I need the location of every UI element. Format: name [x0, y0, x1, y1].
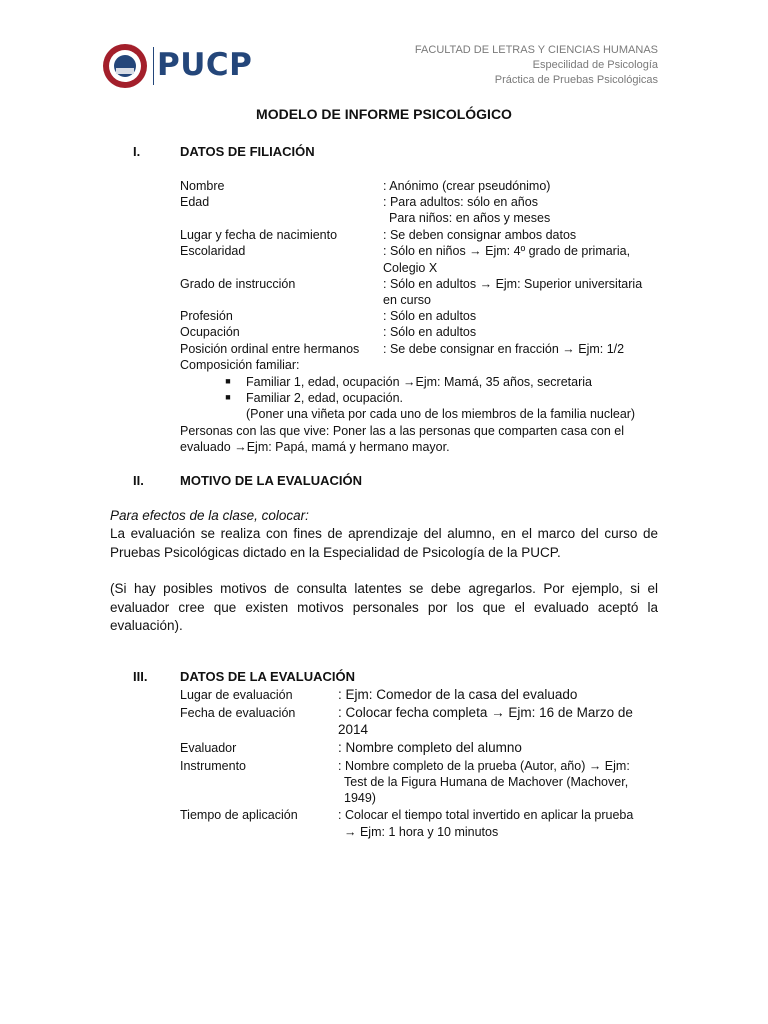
field-value: Test de la Figura Humana de Machover (Machover, — [344, 775, 629, 789]
bullet-icon: ■ — [225, 392, 231, 402]
field-value: : Colocar el tiempo total invertido en aplicar la prueba — [338, 808, 634, 822]
field-value: 1949) — [344, 791, 376, 805]
field-value: → Ejm: 1 hora y 10 minutos — [344, 825, 499, 839]
field-label: Ocupación — [180, 325, 240, 339]
field-label: Grado de instrucción — [180, 277, 296, 291]
field-label: Evaluador — [180, 741, 237, 755]
field-label: Tiempo de aplicación — [180, 808, 298, 822]
family-item: Familiar 2, edad, ocupación. — [246, 391, 404, 405]
section-3-title: DATOS DE LA EVALUACIÓN — [180, 669, 356, 684]
logo-separator — [153, 47, 154, 85]
field-label: Escolaridad — [180, 244, 246, 258]
section-3-number: III. — [133, 669, 148, 684]
field-value: 2014 — [338, 722, 369, 737]
field-value: : Colocar fecha completa → Ejm: 16 de Marzo de — [338, 705, 633, 720]
field-label: Nombre — [180, 179, 225, 193]
field-label: Fecha de evaluación — [180, 706, 296, 720]
section-2-paragraph-2: (Si hay posibles motivos de consulta latentes se debe agregarlos. Por ejemplo, si el evaluador cree que existen motivos personales por los que el evaluado aceptó la evaluación). — [110, 581, 658, 633]
field-label: Posición ordinal entre hermanos — [180, 342, 360, 356]
section-1-title: DATOS DE FILIACIÓN — [180, 144, 315, 159]
field-value: : Sólo en adultos → Ejm: Superior universitaria — [383, 277, 643, 291]
field-value: : Para adultos: sólo en años — [383, 195, 538, 209]
family-note: (Poner una viñeta por cada uno de los miembros de la familia nuclear) — [246, 407, 636, 421]
section-2-intro: Para efectos de la clase, colocar: — [110, 508, 309, 523]
field-label: Edad — [180, 195, 210, 209]
family-item: Familiar 1, edad, ocupación →Ejm: Mamá, 35 años, secretaria — [246, 375, 592, 389]
section-1-number: I. — [133, 144, 141, 159]
logo-wordmark: PUCP — [157, 47, 253, 83]
field-value: : Nombre completo de la prueba (Autor, año) → Ejm: — [338, 759, 630, 773]
lives-with-line-2: evaluado →Ejm: Papá, mamá y hermano mayor. — [180, 440, 450, 454]
section-2-paragraph-1: La evaluación se realiza con fines de aprendizaje del alumno, en el marco del curso de Pruebas Psicológicas dictado en la Especialidad de Psicología de la PUCP. — [110, 526, 658, 560]
field-value: : Sólo en adultos — [383, 309, 477, 323]
field-value: : Nombre completo del alumno — [338, 740, 522, 755]
field-label: Lugar y fecha de nacimiento — [180, 228, 338, 242]
header-specialty: Especilidad de Psicología — [532, 59, 658, 71]
header-course: Práctica de Pruebas Psicológicas — [494, 74, 658, 86]
field-value: Para niños: en años y meses — [389, 211, 551, 225]
field-value: : Sólo en adultos — [383, 325, 477, 339]
header-faculty: FACULTAD DE LETRAS Y CIENCIAS HUMANAS — [414, 44, 658, 56]
field-label: Profesión — [180, 309, 233, 323]
field-value: : Anónimo (crear pseudónimo) — [383, 179, 551, 193]
field-value: : Se deben consignar ambos datos — [383, 228, 577, 242]
university-seal-icon — [103, 44, 147, 88]
field-label: Lugar de evaluación — [180, 688, 293, 702]
bullet-icon: ■ — [225, 376, 231, 386]
field-value: : Sólo en niños → Ejm: 4º grado de primaria, — [383, 244, 631, 258]
document-title: MODELO DE INFORME PSICOLÓGICO — [256, 106, 512, 122]
field-value: en curso — [383, 293, 431, 307]
field-label: Instrumento — [180, 759, 247, 773]
family-composition-label: Composición familiar: — [180, 358, 300, 372]
field-value: : Ejm: Comedor de la casa del evaluado — [338, 687, 578, 702]
section-2-title: MOTIVO DE LA EVALUACIÓN — [180, 473, 362, 488]
field-value: Colegio X — [383, 261, 438, 275]
section-2-number: II. — [133, 473, 144, 488]
lives-with-line-1: Personas con las que vive: Poner las a las personas que comparten casa con el — [180, 424, 625, 438]
field-value: : Se debe consignar en fracción → Ejm: 1/2 — [383, 342, 625, 356]
